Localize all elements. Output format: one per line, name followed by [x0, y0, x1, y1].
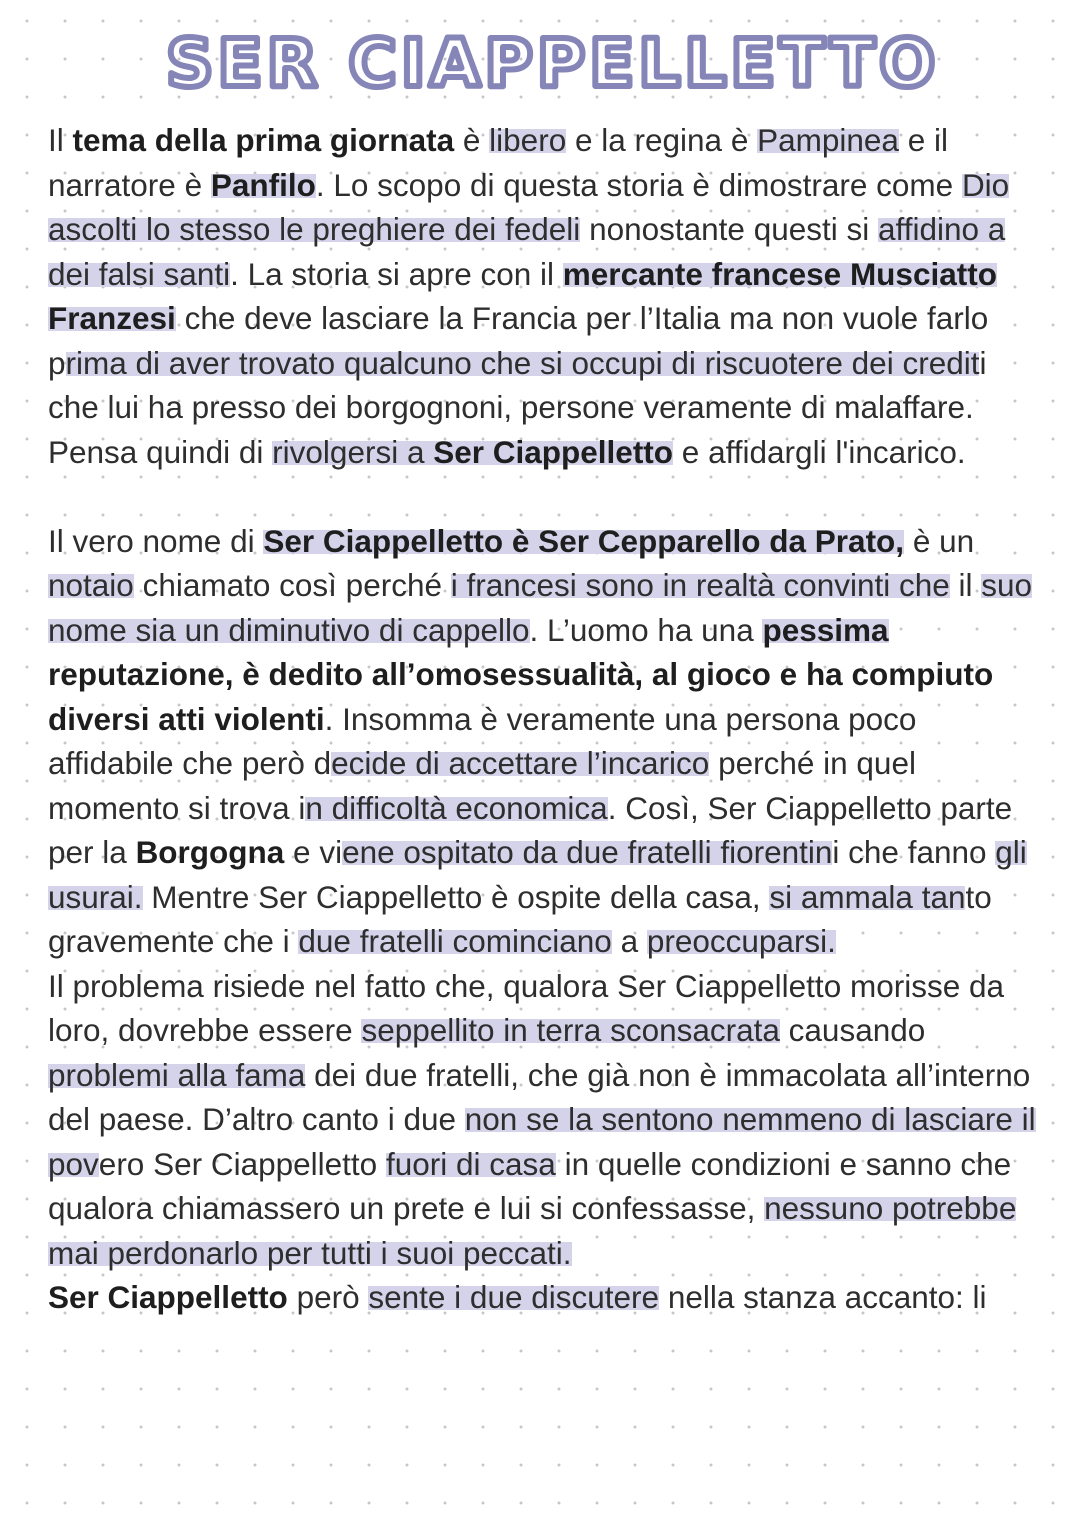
highlighted-text: problemi alla fama [48, 1056, 306, 1093]
highlighted-text: notaio [48, 567, 134, 603]
text-run: i che fanno [832, 834, 996, 870]
notes-body [48, 118, 1038, 1320]
text-run: e la regina è [566, 122, 758, 158]
text-run: il [949, 567, 982, 603]
text-run: e vi [284, 834, 343, 870]
text-run: . Così, Ser Ciappelletto parte per la [48, 789, 1013, 870]
text-run: to gravemente che i [48, 878, 992, 959]
highlighted-bold-term: Ser Ciappelletto è Ser Cepparello da Prato, [263, 522, 905, 559]
text-run: . La storia si apre con il [230, 255, 563, 292]
highlighted-text: nessuno potrebbe mai perdonarlo per tutti i suoi peccati. [48, 1190, 1017, 1271]
text-run: Il [48, 122, 73, 158]
highlighted-text: si ammala tan [769, 878, 966, 915]
highlighted-text: ecide di accettare l’incarico [331, 745, 710, 781]
highlighted-text: i francesi sono in realtà convinti che [450, 567, 950, 603]
text-run: dei due fratelli, che già non è immacolata all’interno del paese. D’altro canto i due [48, 1056, 1031, 1137]
bold-term: Borgogna [135, 834, 285, 870]
highlighted-text: rima di aver trovato qualcuno che si occupi di riscuotere dei credit [65, 344, 980, 381]
text-run: ero Ser Ciappelletto [98, 1145, 386, 1182]
title-lettering [160, 0, 940, 110]
text-run: i che lui ha presso dei borgognoni, persone veramente di malaffare. Pensa quindi di [48, 344, 987, 470]
highlighted-text: fuori di casa [385, 1145, 556, 1182]
paragraph-spacer [48, 474, 1038, 519]
highlighted-text: rivolgersi a [272, 433, 434, 470]
highlighted-bold-term: pessima [762, 611, 889, 648]
highlighted-bold-term: Panfilo [210, 166, 316, 203]
highlighted-text: non se la sentono nemmeno di lasciare il pov [48, 1101, 1036, 1182]
paragraph-3 [48, 964, 1038, 1276]
highlighted-text: libero [489, 122, 567, 158]
text-run: nonostante questi si [580, 211, 879, 247]
bold-term: Ser Ciappelletto [48, 1279, 288, 1315]
text-run: . Lo scopo di questa storia è dimostrare come [315, 166, 962, 203]
paragraph-2 [48, 519, 1038, 964]
text-run: è un [904, 522, 975, 559]
text-run: però [287, 1279, 369, 1315]
highlighted-text: ene ospitato da due fratelli fiorentin [342, 834, 833, 870]
bold-term: tema della prima giornata [72, 122, 455, 158]
text-run: è [454, 122, 490, 158]
highlighted-text: gli usurai. [48, 834, 1027, 915]
text-run: nella stanza accanto: li [659, 1279, 987, 1315]
highlighted-text: suo nome sia un diminutivo di cappello [48, 567, 1033, 648]
text-run: . Insomma è veramente una persona poco affidabile che però d [48, 700, 917, 781]
highlighted-text: sente i due discutere [368, 1279, 660, 1315]
highlighted-text: affidino a dei falsi santi [48, 211, 1006, 292]
text-run: . L’uomo ha una [529, 611, 763, 648]
highlighted-text: due fratelli cominciano [298, 923, 612, 959]
highlighted-bold-term: Ser Ciappelletto [433, 433, 674, 470]
text-run: e il narratore è [48, 122, 948, 203]
handwritten-title [160, 0, 940, 110]
text-run: causando [779, 1012, 926, 1048]
text-run: e affidargli l'incarico. [673, 433, 966, 470]
text-run: perché in quel momento si trova i [48, 745, 916, 826]
paragraph-4 [48, 1275, 1038, 1320]
text-run: che deve lasciare la Francia per l’Italia ma non vuole farlo p [48, 300, 989, 381]
highlighted-text: n difficoltà economica [305, 789, 608, 826]
highlighted-bold-term: mercante francese Musciatto Franzesi [48, 255, 997, 336]
text-run: Il vero nome di [48, 522, 264, 559]
text-run: a [611, 923, 647, 959]
highlighted-text: Pampinea [757, 122, 899, 158]
highlighted-text: Dio ascolti lo stesso le preghiere dei fedeli [48, 166, 1010, 247]
text-run: Il problema risiede nel fatto che, qualora Ser Ciappelletto morisse da loro, dovrebbe essere [48, 967, 1005, 1048]
paragraph-1 [48, 118, 1038, 474]
text-run: chiamato così perché [133, 567, 451, 603]
highlighted-text: seppellito in terra sconsacrata [361, 1012, 780, 1048]
title-text: SER CIAPPELLETTO [166, 25, 940, 102]
text-run: in quelle condizioni e sanno che qualora chiamassero un prete e lui si confessasse, [48, 1145, 1012, 1226]
bold-term: reputazione, è dedito all’omosessualità, al gioco e ha compiuto diversi atti violenti [48, 656, 994, 737]
text-run: Mentre Ser Ciappelletto è ospite della casa, [142, 878, 770, 915]
highlighted-text: preoccuparsi. [646, 923, 836, 959]
